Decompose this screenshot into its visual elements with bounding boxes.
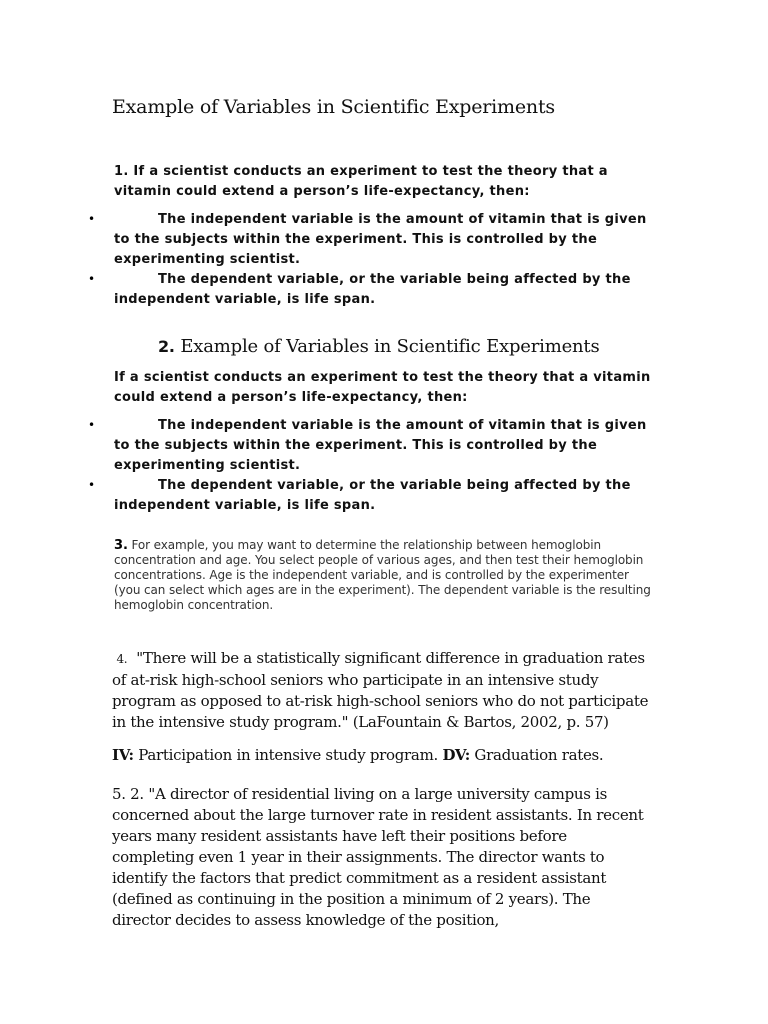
section1-number: 1.: [114, 164, 129, 179]
section2-number: 2.: [158, 337, 175, 356]
iv-label: IV:: [112, 746, 134, 764]
bullet-icon: •: [88, 478, 96, 492]
section1-intro: [114, 162, 654, 202]
section2-intro: If a scientist conducts an experiment to test the theory that a vitamin could extend a person’s life-expectancy, then:: [114, 370, 651, 405]
bullet-icon: •: [88, 212, 96, 226]
section4-number: 4.: [116, 652, 128, 666]
iv-dv-line: [112, 746, 603, 764]
section4-quote: [112, 648, 652, 733]
section3-number: 3.: [114, 538, 128, 553]
section1-bullet-1: [114, 210, 654, 270]
section1-bullet-2: [114, 270, 654, 310]
section4-text: "There will be a statistically significant difference in graduation rates of at-risk high-school seniors who participate in an intensive study program as opposed to at-risk high-school seniors who do not participate in the intensive study program." (LaFountain & Bartos, 2002, p. 57): [112, 649, 649, 731]
dv-text: Graduation rates.: [474, 746, 604, 764]
dv-label: DV:: [442, 746, 470, 764]
section2-bullet-1: [114, 416, 654, 476]
section2-heading-text: Example of Variables in Scientific Experiments: [180, 336, 600, 357]
section2-bullet-2-text: The dependent variable, or the variable being affected by the independent variable, is life span.: [114, 478, 631, 513]
section5-paragraph: [112, 784, 652, 931]
section3-paragraph: [114, 538, 654, 613]
section1-intro-text: If a scientist conducts an experiment to test the theory that a vitamin could extend a person’s life-expectancy, then:: [114, 164, 608, 199]
section2-bullet-2: [114, 476, 654, 516]
section1-bullet-2-text: The dependent variable, or the variable being affected by the independent variable, is life span.: [114, 272, 631, 307]
section2-heading: [158, 336, 599, 357]
section1-bullet-1-text: The independent variable is the amount of vitamin that is given to the subjects within the experiment. This is controlled by the experimenting scientist.: [114, 212, 647, 267]
bullet-icon: •: [88, 418, 96, 432]
bullet-icon: •: [88, 272, 96, 286]
document-title: Example of Variables in Scientific Experiments: [112, 96, 555, 118]
section5-text: "A director of residential living on a large university campus is concerned about the large turnover rate in resident assistants. In recent years many resident assistants have left their positions before completing even 1 year in their assignments. The director wants to identify the factors that predict commitment as a resident assistant (defined as continuing in the position a minimum of 2 years). The director decides to assess knowledge of the position,: [112, 785, 644, 929]
iv-text: Participation in intensive study program.: [138, 746, 438, 764]
section2-bullet-1-text: The independent variable is the amount of vitamin that is given to the subjects within the experiment. This is controlled by the experimenting scientist.: [114, 418, 647, 473]
section5-number: 5. 2.: [112, 785, 144, 803]
section3-text: For example, you may want to determine the relationship between hemoglobin concentration and age. You select people of various ages, and then test their hemoglobin concentrations. Age is the independent variable, and is controlled by the experimenter (you can select which ages are in the experiment). The dependent variable is the resulting hemoglobin concentration.: [114, 538, 651, 612]
